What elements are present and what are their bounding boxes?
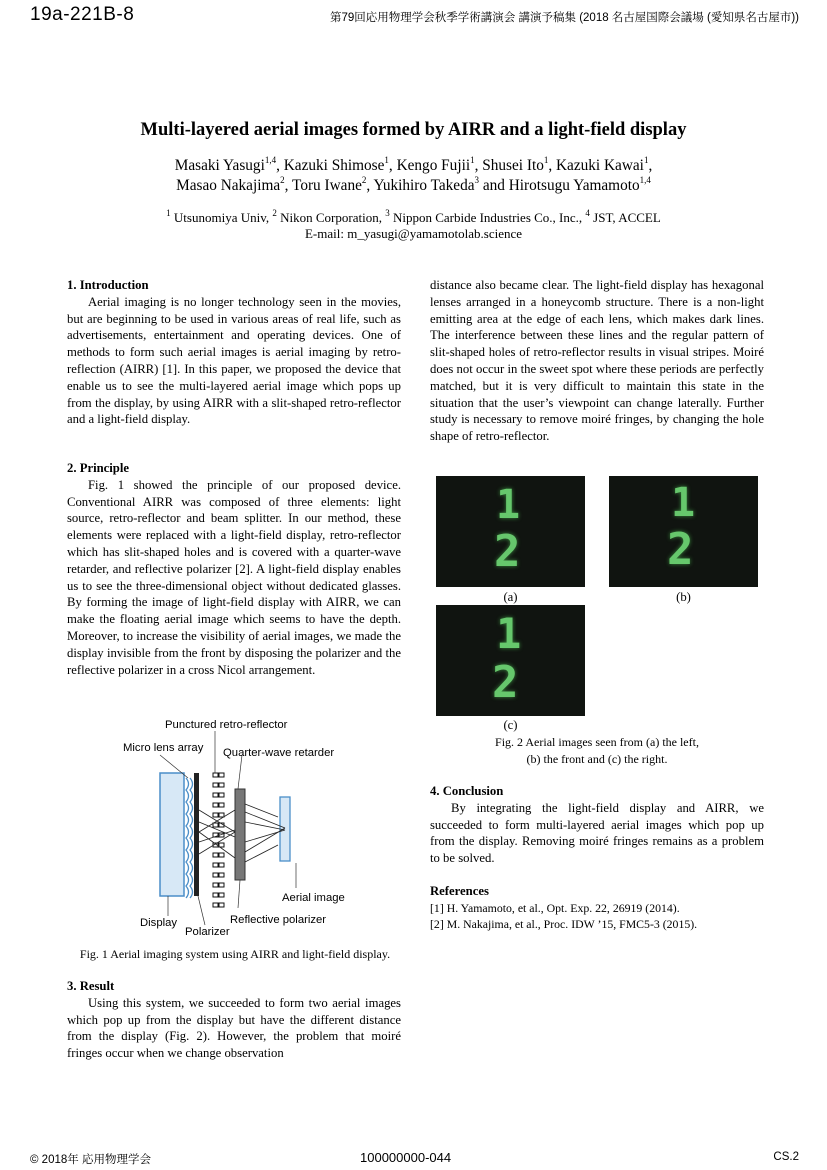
figure-2-caption: Fig. 2 Aerial images seen from (a) the left, (b) the front and (c) the right. [495, 735, 699, 766]
result-heading: 3. Result [67, 979, 115, 993]
footer-number: 100000000-044 [360, 1150, 452, 1165]
author-line-1: Masaki Yasugi$^{1,4}$, Kazuki Shimose$^1$, Kengo Fujii$^1$, Shusei Ito$^1$, Kazuki Kawai$^1$, [174, 154, 653, 174]
digit-1: 1 [671, 480, 696, 526]
airr-diagram-svg [110, 712, 370, 942]
digit-1: 1 [496, 609, 522, 658]
label-aerial-image: Aerial image [282, 892, 345, 904]
section-introduction [67, 277, 401, 428]
reflective-polarizer [235, 789, 245, 880]
digit-2: 2 [494, 526, 521, 577]
figure-2b-photo [609, 476, 758, 587]
affiliations [0, 207, 827, 242]
figure-1-caption: Fig. 1 Aerial imaging system using AIRR and light-field display. [79, 947, 391, 961]
figure-2c-photo [436, 605, 585, 716]
section-conclusion [430, 783, 764, 867]
micro-lens-array-2 [190, 778, 193, 898]
digit-1: 1 [496, 482, 521, 528]
references-heading: References [430, 884, 489, 898]
footer-copyright: © 2018年 応用物理学会 [30, 1154, 151, 1166]
label-polarizer: Polarizer [185, 926, 230, 938]
footer-page: CS.2 [773, 1151, 799, 1163]
introduction-heading: 1. Introduction [67, 278, 149, 292]
conclusion-body: By integrating the light-field display and AIRR, we succeeded to form multi-layered aerial images which pop up from the display. Removing moiré fringes remains as a problem to be solved. [430, 800, 764, 866]
section-result [67, 978, 401, 1062]
polarizer [194, 773, 199, 896]
figure-1-diagram [110, 712, 370, 942]
principle-heading: 2. Principle [67, 461, 130, 475]
display-panel [160, 773, 184, 896]
principle-body: Fig. 1 showed the principle of our proposed device. Conventional AIRR was composed of three elements: light source, retro-reflector and beam splitter. In our method, these elements were replaced with a light-field display, retro-reflector which has slit-shaped holes and is covered with a quarter-wave retarder, and reflective polarizer [2]. A light-field display enables us to see the three-dimensional object without dedicated glasses. By forming the image of light-field display with AIRR, we can make the floating aerial image which seems to have the depth. Moreover, to increase the visibility of aerial images, we made the display invisible from the front by disposing the polarizer and the reflective polarizer in a cross Nicol arrangement. [67, 477, 401, 677]
author-list [0, 156, 827, 196]
result-continuation: distance also became clear. The light-field display has hexagonal lenses arranged in a honeycomb structure. There is a non-light emitting area at the edge of each lens, which makes dark lines. The interference between these lines and the regular pattern of slit-shaped holes of retro-reflector results in visual stripes. Moiré does not occur in the sweet spot where these periods are perfectly matched, but it is very difficult to maintain this state in the situation that the user’s viewpoint can change laterally. Further study is necessary to remove moiré fringes, by changing the hole shape of retro-reflector. [430, 278, 764, 444]
label-quarter-wave-retarder: Quarter-wave retarder [223, 747, 335, 759]
label-display: Display [140, 917, 178, 929]
digit-2: 2 [492, 657, 519, 708]
figure-2b-label: (b) [676, 590, 691, 604]
reference-2: [2] M. Nakajima, et al., Proc. IDW ’15, FMC5-3 (2015). [430, 916, 698, 931]
email: E-mail: m_yasugi@yamamotolab.science [304, 226, 523, 241]
figure-2c-label: (c) [503, 718, 518, 732]
figure-2a-label: (a) [503, 590, 518, 604]
digit-2: 2 [667, 524, 694, 575]
label-reflective-polarizer: Reflective polarizer [230, 914, 327, 926]
section-references [430, 883, 764, 932]
micro-lens-array [186, 778, 189, 898]
label-punctured-retro-reflector: Punctured retro-reflector [165, 719, 288, 731]
section-principle [67, 460, 401, 678]
paper-id: 19a-221B-8 [30, 4, 135, 25]
author-line-2: Masao Nakajima$^2$, Toru Iwane$^2$, Yukihiro Takeda$^3$ and Hirotsugu Yamamoto$^{1,4}$ [176, 174, 651, 194]
paper-title: Multi-layered aerial images formed by AIRR and a light-field display [140, 120, 687, 140]
conference-header: 第79回応用物理学会秋季学術講演会 講演予稿集 (2018 名古屋国際会議場 (愛知県名古屋市)) [330, 12, 799, 24]
conclusion-heading: 4. Conclusion [430, 784, 504, 798]
introduction-body: Aerial imaging is no longer technology seen in the movies, but are beginning to be used in various areas of real life, such as advertisements, entertainment and operating devices. One of methods to form such aerial images is aerial imaging by retro-reflection (AIRR) [1]. In this paper, we proposed the device that enable us to see the multi-layered aerial image which pops up from the display, by using AIRR with a slit-shaped retro-reflector and a light-field display. [67, 294, 401, 427]
label-micro-lens-array: Micro lens array [123, 742, 204, 754]
affiliation-line: $^1$ Utsunomiya Univ, $^2$ Nikon Corporation, $^3$ Nippon Carbide Industries Co., Inc., $^4$ JST, ACCEL [166, 207, 661, 225]
figure-2a-photo [436, 476, 585, 587]
result-body: Using this system, we succeeded to form two aerial images which pop up from the display but have the different distance from the display (Fig. 2). However, the problem that moiré fringes occur when we change observation [67, 995, 401, 1061]
reference-1: [1] H. Yamamoto, et al., Opt. Exp. 22, 26919 (2014). [430, 900, 680, 915]
